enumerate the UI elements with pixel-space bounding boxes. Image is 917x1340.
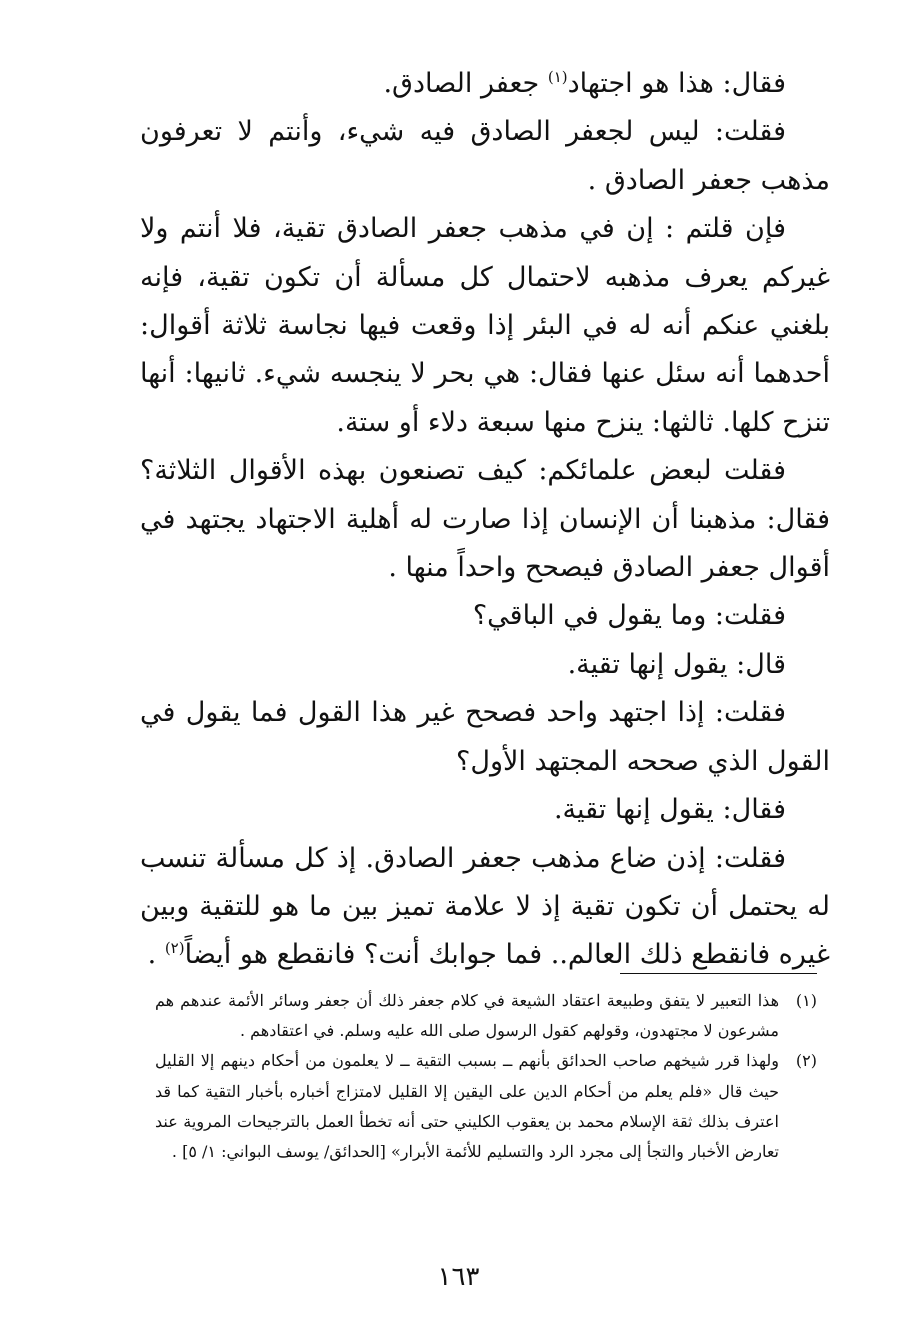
paragraph-6: قال: يقول إنها تقية. (567, 648, 786, 680)
paragraph-text: فقلت: إذن ضاع مذهب جعفر الصادق. إذ كل مسألة تنسب له يحتمل أن تكون تقية إذ لا علامة تميز بين ما هو للتقية وبين غيره فانقطع ذلك العالم.. فما جوابك أنت؟ فانقطع هو أيضاً (140, 842, 830, 971)
paragraph-8: فقال: يقول إنها تقية. (553, 794, 786, 826)
footnote-reference-1: (١) (547, 68, 568, 86)
paragraph-3: فإن قلتم : إن في مذهب جعفر الصادق تقية، فلا أنتم ولا غيركم يعرف مذهبه لاحتمال كل مسألة أن تكون تقية، فإنه بلغني عنكم أنه له في البئر إذا وقعت فيها نجاسة ثلاثة أقوال: أحدهما أنه سئل عنها فقال: هي بحر لا ينجسه شيء. ثانيها: أنها تنزح كلها. ثالثها: ينزح منها سبعة دلاء أو ستة. (140, 213, 830, 438)
paragraph-9 (140, 835, 830, 980)
paragraph-1 (140, 60, 830, 108)
footnote-marker: (٢) (795, 1051, 817, 1071)
paragraph-text: . (147, 939, 165, 971)
footnote-marker: (١) (795, 991, 817, 1010)
paragraph-7: فقلت: إذا اجتهد واحد فصحح غير هذا القول فما يقول في القول الذي صححه المجتهد الأول؟ (140, 697, 830, 777)
footnote-2 (155, 1046, 817, 1167)
footnote-reference-2: (٢) (164, 939, 185, 958)
paragraph-5: فقلت: وما يقول في الباقي؟ (472, 600, 786, 632)
paragraph-2: فقلت: ليس لجعفر الصادق فيه شيء، وأنتم لا تعرفون مذهب جعفر الصادق . (140, 116, 830, 196)
main-text (140, 60, 830, 980)
paragraph-text: جعفر الصادق. (383, 68, 548, 99)
footnote-1 (155, 986, 817, 1046)
footnote-text: ولهذا قرر شيخهم صاحب الحدائق بأنهم ــ بسبب التقية ــ لا يعلمون من أحكام دينهم إلا القليل حيث قال «فلم يعلم من أحكام الدين على اليقين إلا القليل لامتزاج أخباره بأخبار التقية كما قد اعترف بذلك ثقة الإسلام محمد بن يعقوب الكليني حتى أنه تخطأ العمل بالترجيحات المروية عند تعارض الأخبار والتجأ إلى مجرد الرد والتسليم للأئمة الأبرار» [الحدائق/ يوسف البواني: ١/ ٥] . (155, 1051, 779, 1162)
footnote-separator (620, 973, 817, 974)
paragraph-4: فقلت لبعض علمائكم: كيف تصنعون بهذه الأقوال الثلاثة؟ فقال: مذهبنا أن الإنسان إذا صارت له أهلية الاجتهاد يجتهد في أقوال جعفر الصادق فيصحح واحداً منها . (140, 455, 830, 584)
paragraph-text: فقال: هذا هو اجتهاد (567, 68, 786, 99)
footnote-text: هذا التعبير لا يتفق وطبيعة اعتقاد الشيعة في كلام جعفر ذلك أن جعفر وسائر الأئمة عندهم هم مشرعون لا مجتهدون، وقولهم كقول الرسول صلى الله عليه وسلم. في اعتقادهم . (155, 991, 779, 1041)
page-number: ١٦٣ (437, 1262, 480, 1292)
footnotes (155, 986, 817, 1167)
